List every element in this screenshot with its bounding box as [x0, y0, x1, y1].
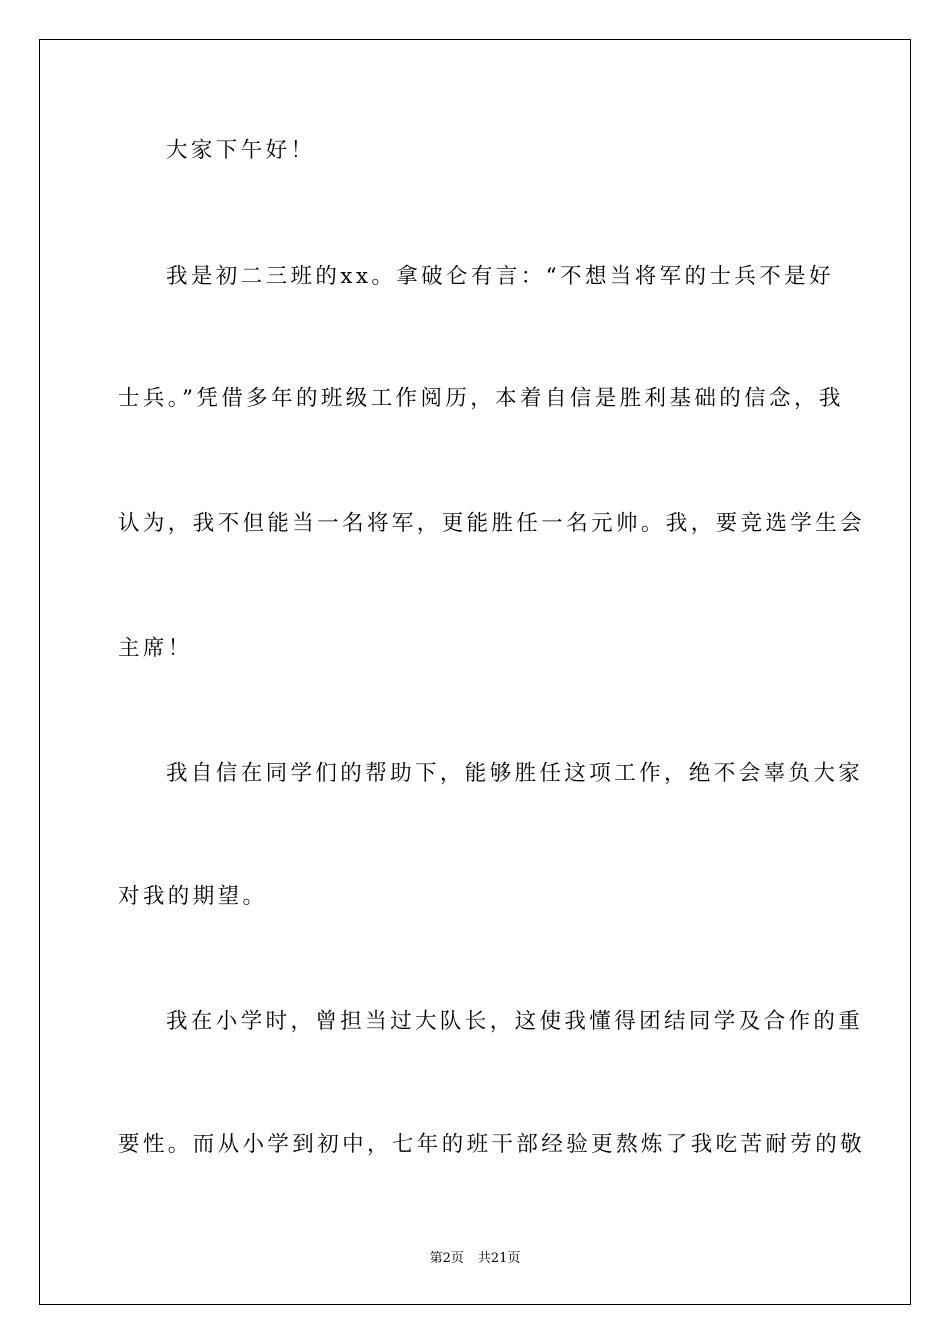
- text-line: 我是初二三班的xx。拿破仑有言：“不想当将军的士兵不是好: [166, 264, 834, 289]
- page-footer: [0, 1247, 950, 1266]
- text-line: 我自信在同学们的帮助下，能够胜任这项工作，绝不会辜负大家: [166, 761, 864, 786]
- page-number: 第2页: [429, 1251, 464, 1266]
- text-line: 大家下午好！: [166, 138, 316, 163]
- text-line: 主席！: [118, 636, 193, 661]
- text-line: 认为，我不但能当一名将军，更能胜任一名元帅。我，要竞选学生会: [118, 511, 866, 536]
- text-line: 士兵。”凭借多年的班级工作阅历，本着自信是胜利基础的信念，我: [118, 386, 844, 411]
- page-total: 共21页: [477, 1251, 521, 1266]
- text-line: 要性。而从小学到初中，七年的班干部经验更熬炼了我吃苦耐劳的敬: [118, 1132, 866, 1157]
- page-frame: [39, 39, 911, 1305]
- text-line: 对我的期望。: [118, 884, 268, 909]
- text-line: 我在小学时，曾担当过大队长，这使我懂得团结同学及合作的重: [166, 1009, 864, 1034]
